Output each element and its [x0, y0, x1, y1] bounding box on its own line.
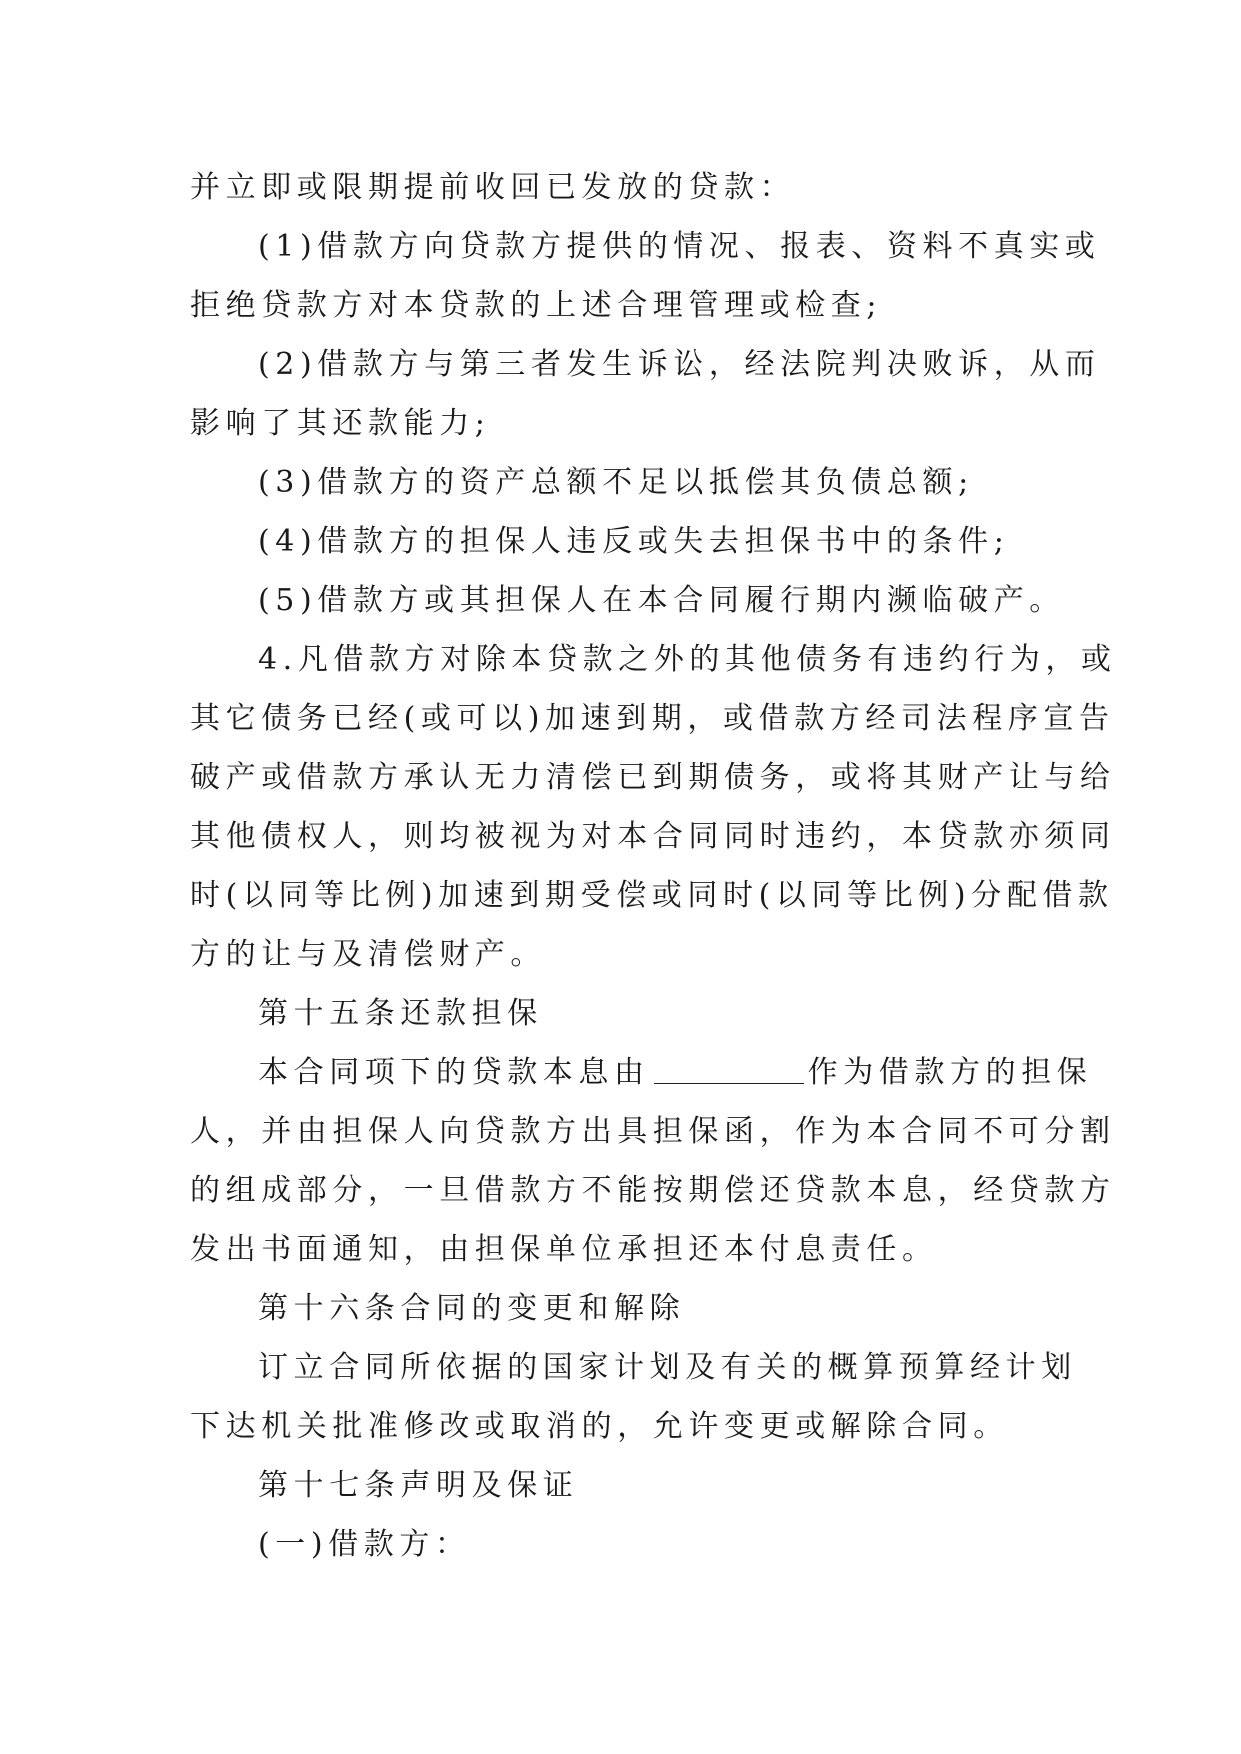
document-page: [190, 158, 1117, 1574]
text-line: 影响了其还款能力;: [190, 406, 491, 441]
text-line: 方的让与及清偿财产。: [190, 937, 546, 972]
section-heading: 第十七条声明及保证: [258, 1468, 579, 1503]
text-line: 下达机关批准修改或取消的，允许变更或解除合同。: [190, 1409, 1009, 1444]
text-line: 其他债权人，则均被视为对本合同同时违约，本贷款亦须同: [190, 819, 1116, 854]
text-line-with-blank: [190, 1043, 1093, 1102]
text-line: 其它债务已经(或可以)加速到期，或借款方经司法程序宣告: [190, 701, 1115, 736]
fill-in-blank: [654, 1053, 804, 1084]
section-heading: 第十六条合同的变更和解除: [258, 1291, 686, 1326]
text-segment: 作为借款方的担保: [807, 1055, 1093, 1090]
text-line: (3)借款方的资产总额不足以抵偿其负债总额;: [258, 465, 974, 500]
section-heading: 第十五条还款担保: [258, 996, 543, 1031]
text-line: (4)借款方的担保人违反或失去担保书中的条件;: [258, 524, 1010, 559]
text-line: (1)借款方向贷款方提供的情况、报表、资料不真实或: [258, 229, 1101, 264]
text-line: 时(以同等比例)加速到期受偿或同时(以同等比例)分配借款: [190, 878, 1114, 913]
text-line: 订立合同所依据的国家计划及有关的概算预算经计划: [258, 1350, 1077, 1385]
text-line: (2)借款方与第三者发生诉讼，经法院判决败诉，从而: [258, 347, 1101, 382]
text-line: (5)借款方或其担保人在本合同履行期内濒临破产。: [258, 583, 1065, 618]
text-line: 发出书面通知，由担保单位承担还本付息责任。: [190, 1232, 938, 1267]
text-line: 并立即或限期提前收回已发放的贷款：: [190, 170, 796, 205]
text-line: 的组成部分，一旦借款方不能按期偿还贷款本息，经贷款方: [190, 1173, 1116, 1208]
text-line: 拒绝贷款方对本贷款的上述合理管理或检查;: [190, 288, 883, 323]
text-segment: 本合同项下的贷款本息由: [258, 1055, 650, 1090]
text-line: 破产或借款方承认无力清偿已到期债务，或将其财产让与给: [190, 760, 1116, 795]
text-line: 人，并由担保人向贷款方出具担保函，作为本合同不可分割: [190, 1114, 1116, 1149]
text-line: 4.凡借款方对除本贷款之外的其他债务有违约行为，或: [258, 642, 1117, 677]
text-line: (一)借款方：: [258, 1527, 471, 1562]
